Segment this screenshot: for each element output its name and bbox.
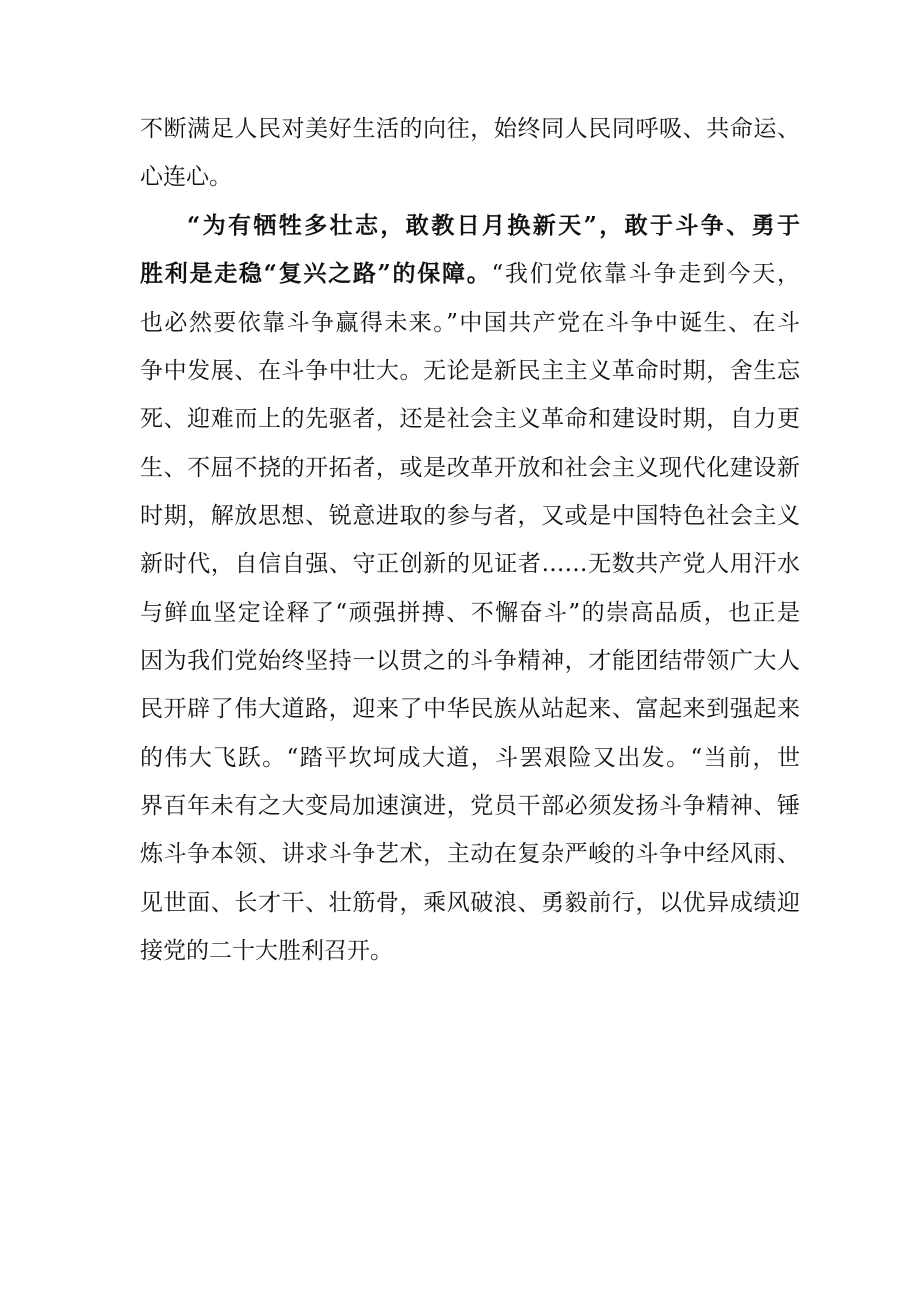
paragraph-2-line-5: 死、迎难而上的先驱者，还是社会主义革命和建设时期，自力更 — [140, 406, 800, 432]
paragraph-2-line-7: 时期，解放思想、锐意进取的参与者，又或是中国特色社会主义 — [140, 503, 800, 529]
paragraph-2-line-9: 与鲜血坚定诠释了“顽强拼搏、不懈奋斗”的崇高品质，也正是 — [140, 600, 800, 626]
paragraph-2-bold-line-1: “为有牺牲多壮志，敢教日月换新天”，敢于斗争、勇于 — [187, 212, 800, 239]
paragraph-2-line-3: 也必然要依靠斗争赢得未来。”中国共产党在斗争中诞生、在斗 — [140, 310, 800, 336]
paragraph-2-line-2-rest: “我们党依靠斗争走到今天， — [491, 261, 800, 287]
paragraph-2-line-16: 接党的二十大胜利召开。 — [140, 938, 393, 964]
paragraph-2-line-2 — [140, 250, 800, 298]
paragraph-1-line-1: 不断满足人民对美好生活的向往，始终同人民同呼吸、共命运、 — [140, 116, 800, 142]
paragraph-2-line-10: 因为我们党始终坚持一以贯之的斗争精神，才能团结带领广大人 — [140, 648, 800, 674]
paragraph-2-line-6: 生、不屈不挠的开拓者，或是改革开放和社会主义现代化建设新 — [140, 455, 800, 481]
paragraph-2-line-15: 见世面、长才干、壮筋骨，乘风破浪、勇毅前行，以优异成绩迎 — [140, 890, 800, 916]
paragraph-2-line-12: 的伟大飞跃。“踏平坎坷成大道，斗罢艰险又出发。“当前，世 — [140, 745, 800, 771]
paragraph-2-line-14: 炼斗争本领、讲求斗争艺术，主动在复杂严峻的斗争中经风雨、 — [140, 841, 800, 867]
paragraph-1-line-2: 心连心。 — [140, 164, 232, 190]
paragraph-2-line-13: 界百年未有之大变局加速演进，党员干部必须发扬斗争精神、锤 — [140, 793, 800, 819]
paragraph-2-line-11: 民开辟了伟大道路，迎来了中华民族从站起来、富起来到强起来 — [140, 696, 800, 722]
paragraph-2-line-4: 争中发展、在斗争中壮大。无论是新民主主义革命时期，舍生忘 — [140, 358, 800, 384]
paragraph-2-line-8: 新时代，自信自强、守正创新的见证者……无数共产党人用汗水 — [140, 551, 800, 577]
paragraph-2-bold-lead: 胜利是走稳“复兴之路”的保障。 — [140, 260, 492, 287]
